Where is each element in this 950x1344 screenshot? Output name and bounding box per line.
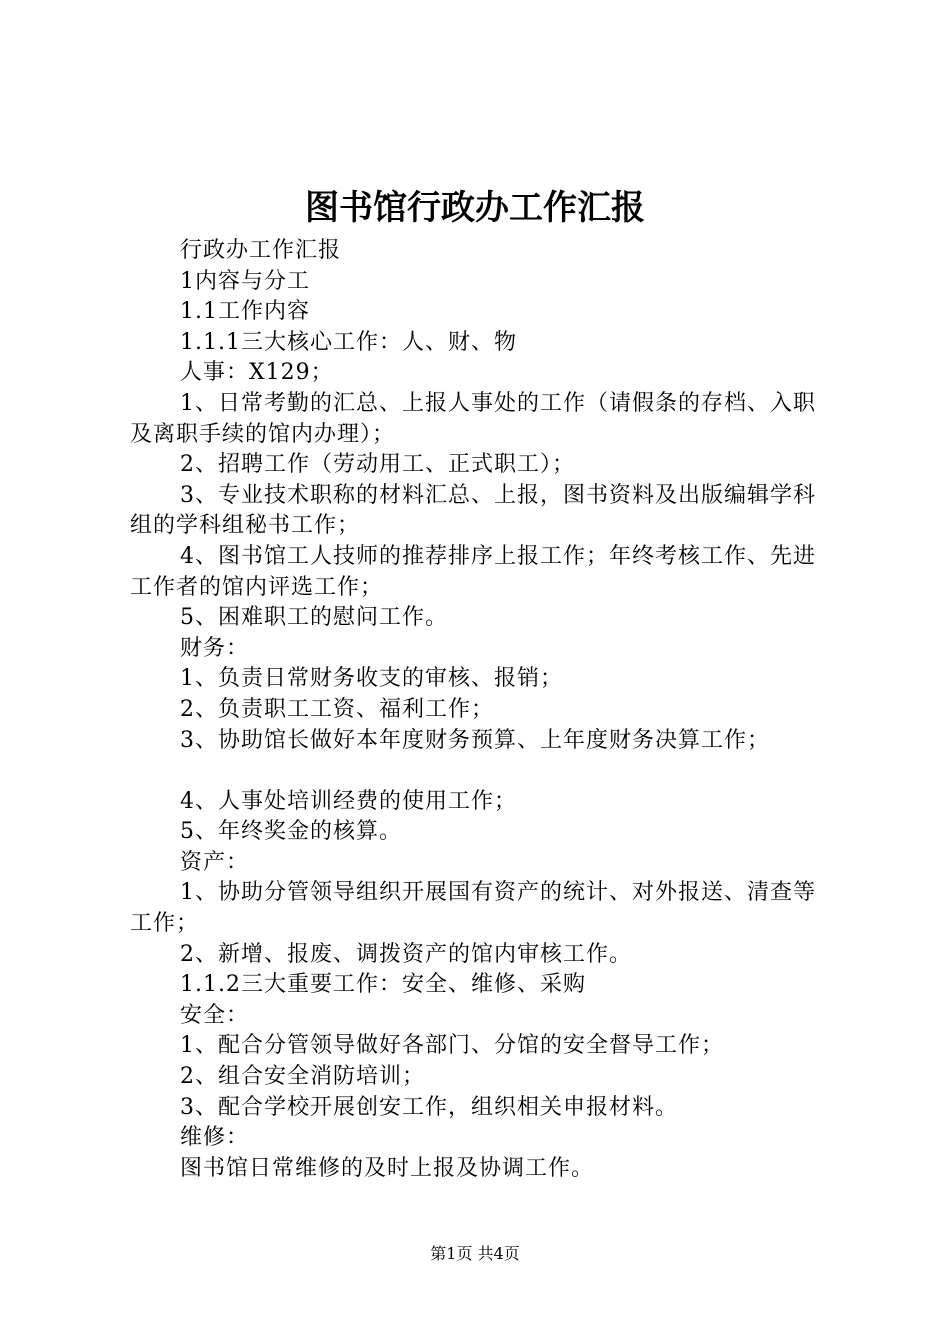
paragraph: 人事：X129；: [180, 360, 334, 386]
paragraph: 1、配合分管领导做好各部门、分馆的安全督导工作；: [180, 1033, 724, 1059]
paragraph: 资产：: [180, 849, 250, 875]
paragraph: 1.1.1三大核心工作：人、财、物: [180, 329, 517, 355]
paragraph: 4、图书馆工人技师的推荐排序上报工作；年终考核工作、先进工作者的馆内评选工作；: [130, 543, 816, 600]
paragraph: 2、招聘工作（劳动用工、正式职工）；: [180, 452, 575, 478]
blank-line: [130, 756, 830, 787]
paragraph: 1.1.2三大重要工作：安全、维修、采购: [180, 972, 586, 998]
paragraph: 安全：: [180, 1002, 250, 1028]
paragraph: 3、专业技术职称的材料汇总、上报，图书资料及出版编辑学科组的学科组秘书工作；: [130, 482, 816, 539]
paragraph: 5、年终奖金的核算。: [180, 819, 402, 845]
paragraph: 2、新增、报废、调拨资产的馆内审核工作。: [180, 941, 632, 967]
paragraph: 维修：: [180, 1125, 250, 1151]
paragraph: 1.1工作内容: [180, 299, 310, 325]
paragraph: 1内容与分工: [180, 268, 310, 294]
page-footer: 第1页 共4页: [430, 1244, 520, 1263]
paragraph: 3、配合学校开展创安工作，组织相关申报材料。: [180, 1094, 678, 1120]
paragraph: 4、人事处培训经费的使用工作；: [180, 788, 517, 814]
paragraph: 财务：: [180, 635, 250, 661]
paragraph: 行政办工作汇报: [180, 238, 342, 263]
paragraph: 1、日常考勤的汇总、上报人事处的工作（请假条的存档、入职及离职手续的馆内办理）；: [130, 390, 816, 447]
paragraph: 3、协助馆长做好本年度财务预算、上年度财务决算工作；: [180, 727, 770, 753]
paragraph: 1、协助分管领导组织开展国有资产的统计、对外报送、清查等工作；: [130, 880, 816, 937]
paragraph: 2、负责职工工资、福利工作；: [180, 696, 494, 722]
paragraph: 5、困难职工的慰问工作。: [180, 605, 448, 631]
paragraph: 1、负责日常财务收支的审核、报销；: [180, 666, 563, 692]
document-body: [130, 236, 830, 1184]
document-title: 图书馆行政办工作汇报: [305, 188, 645, 228]
paragraph: 图书馆日常维修的及时上报及协调工作。: [180, 1155, 595, 1181]
paragraph: 2、组合安全消防培训；: [180, 1064, 425, 1090]
